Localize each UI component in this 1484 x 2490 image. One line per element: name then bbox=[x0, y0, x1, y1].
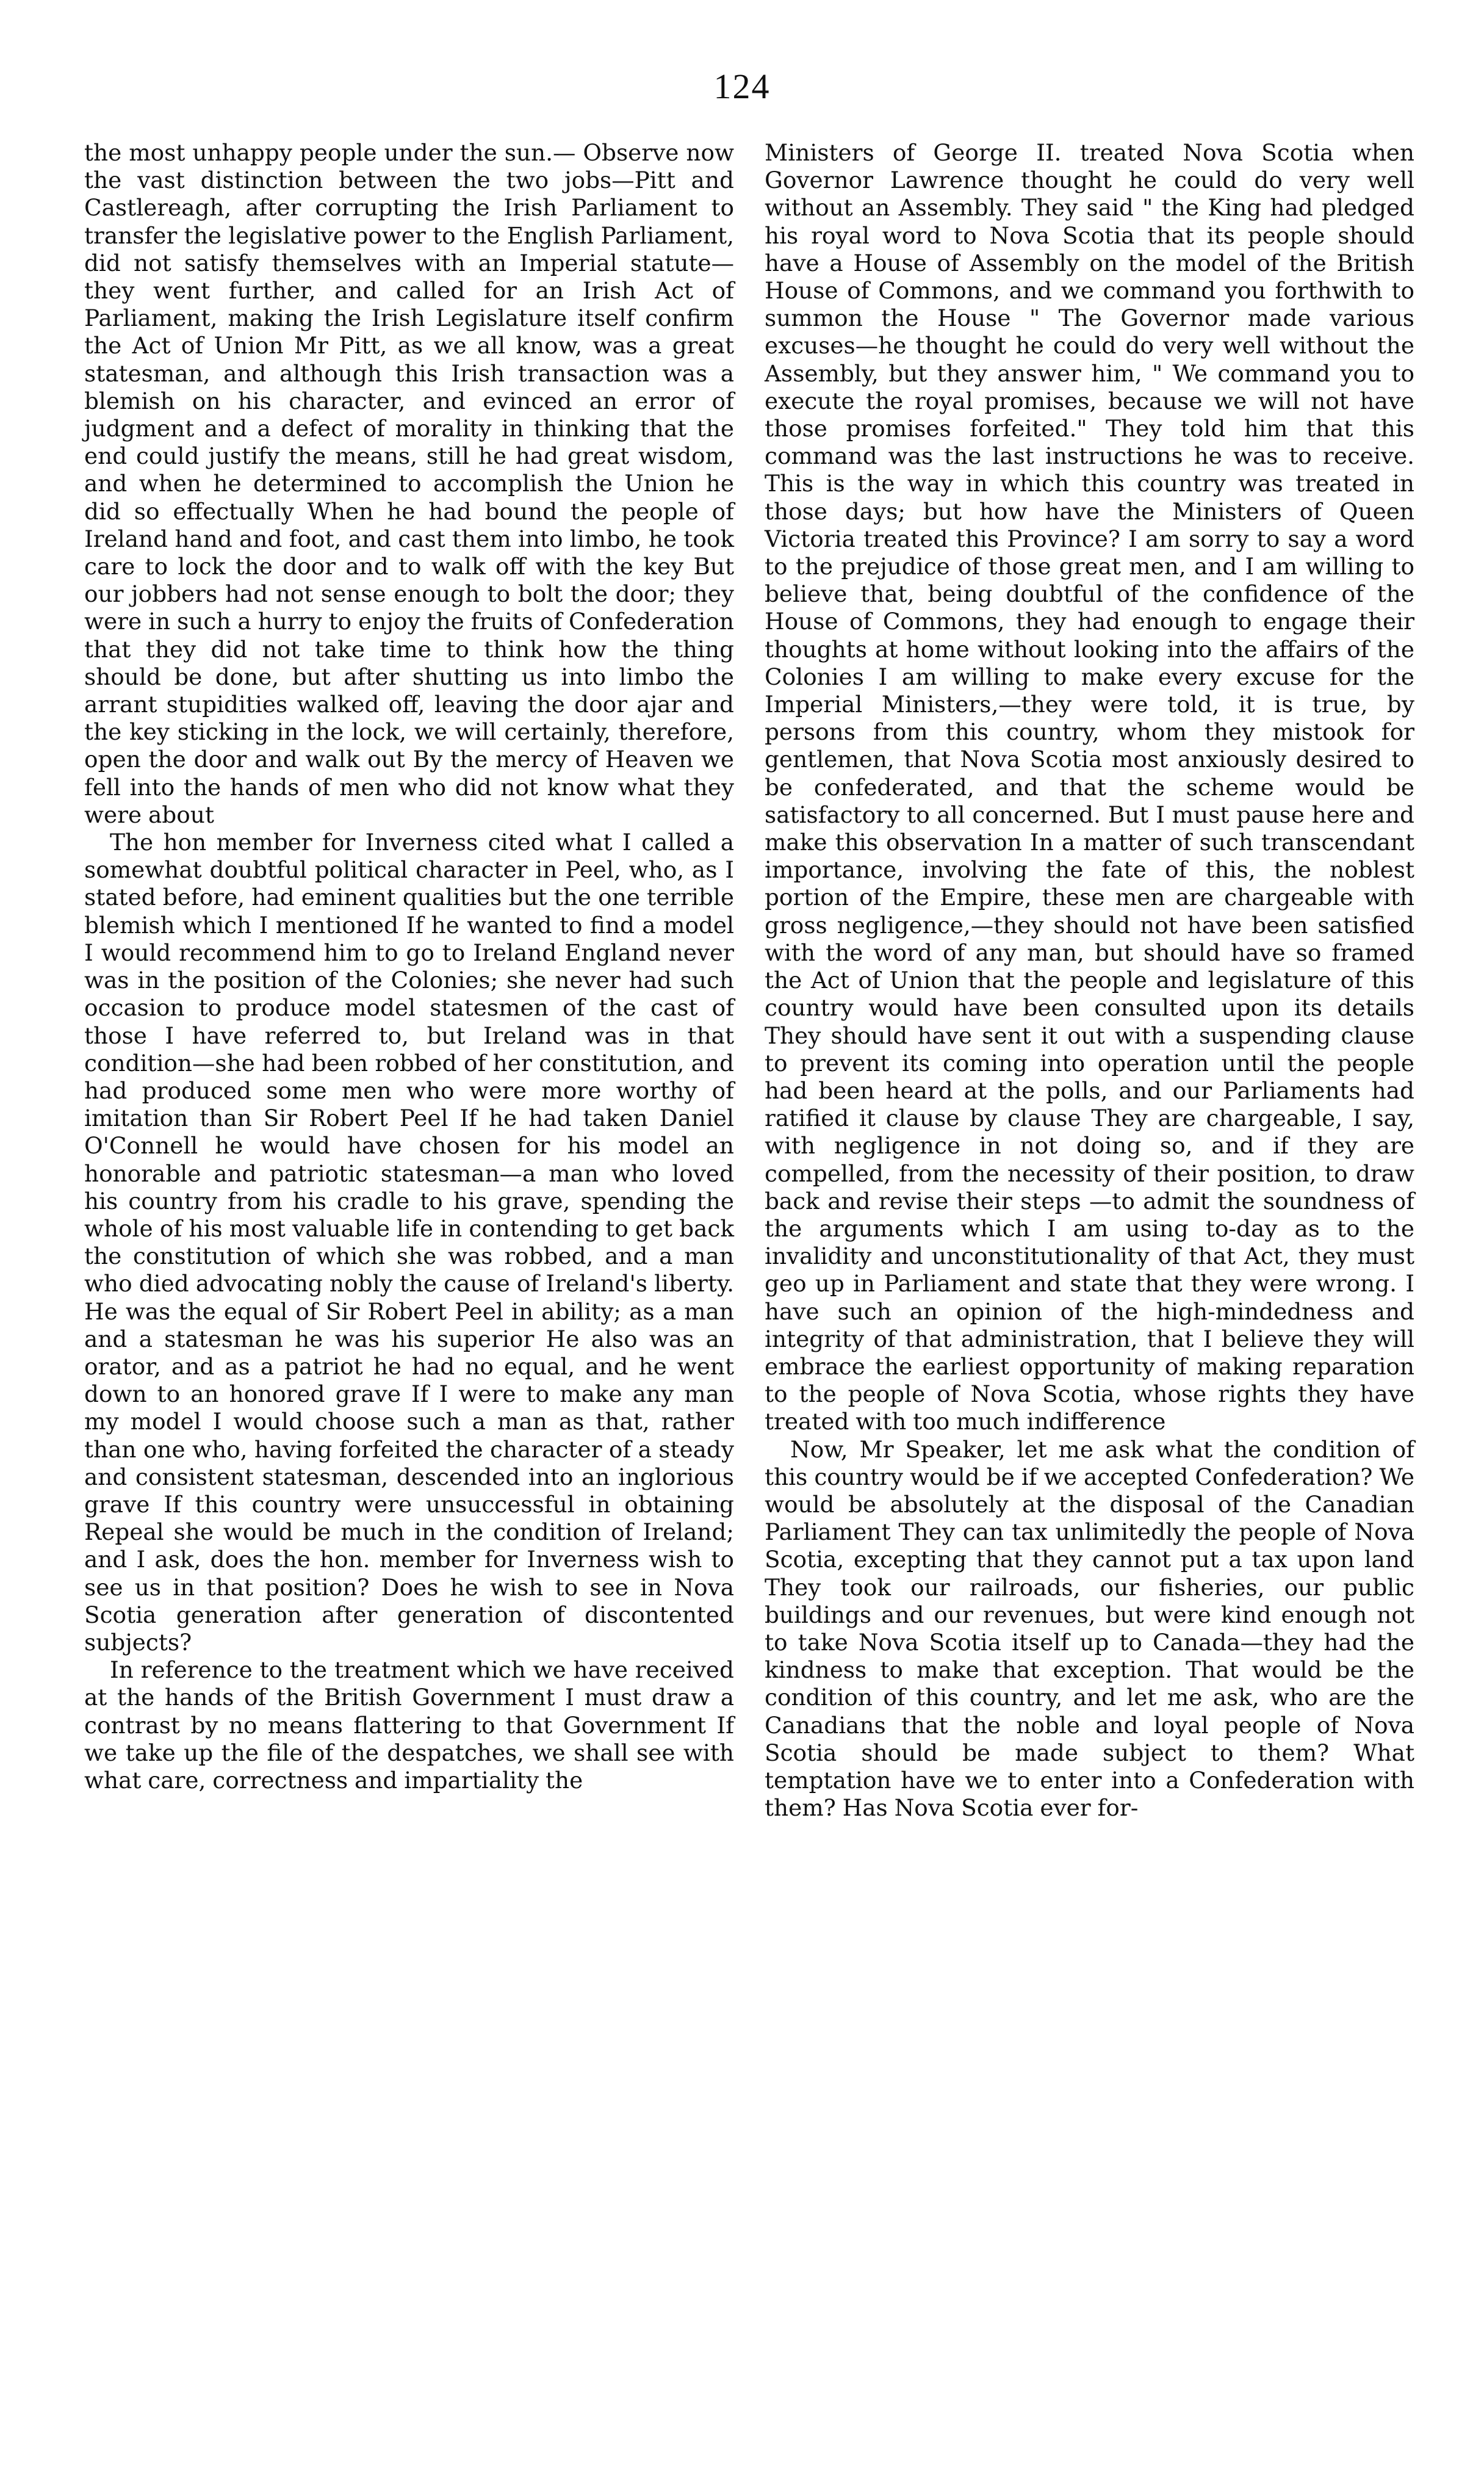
paragraph: The hon member for Inverness cited what I called a somewhat doubtful political character in Peel, who, as I stated before, had eminent qualities but the one terrible blemish which I mentioned If he wanted to find a model I would recommend him to go to Ireland England never was in the position of the Colonies; she never had such occasion to produce model statesmen of the cast of those I have referred to, but Ireland was in that condition—she had been robbed of her constitution, and had produced some men who were more worthy of imitation than Sir Robert Peel If he had taken Daniel O'Connell he would have chosen for his model an honorable and patriotic statesman—a man who loved his country from his cradle to his grave, spending the whole of his most valuable life in contending to get back the constitution of which she was robbed, and a man who died advocating nobly the cause of Ireland's liberty. He was the equal of Sir Robert Peel in ability; as a man and a statesman he was his superior He also was an orator, and as a patriot he had no equal, and he went down to an honored grave If I were to make any man my model I would choose such a man as that, rather than one who, having forfeited the character of a steady and consistent statesman, descended into an inglorious grave If this country were unsuccessful in obtaining Repeal she would be much in the condition of Ireland; and I ask, does the hon. member for Inverness wish to see us in that position? Does he wish to see in Nova Scotia generation after generation of discontented subjects? bbox=[84, 829, 734, 1656]
paragraph: Ministers of George II. treated Nova Scotia when Governor Lawrence thought he could do very well without an Assembly. They said " the King had pledged his royal word to Nova Scotia that its people should have a House of Assembly on the model of the British House of Commons, and we command you forthwith to summon the House " The Governor made various excuses—he thought he could do very well without the Assembly, but they answer him, " We command you to execute the royal promises, because we will not have those promises forfeited." They told him that this command was the last instructions he was to receive. This is the way in which this country was treated in those days; but how have the Ministers of Queen Victoria treated this Province? I am sorry to say a word to the prejudice of those great men, and I am willing to believe that, being doubtful of the confidence of the House of Commons, they had enough to engage their thoughts at home without looking into the affairs of the Colonies I am willing to make every excuse for the Imperial Ministers,—they were told, it is true, by persons from this country, whom they mistook for gentlemen, that Nova Scotia most anxiously desired to be confederated, and that the scheme would be satisfactory to all concerned. But I must pause here and make this observation In a matter of such transcendant importance, involving the fate of this, the noblest portion of the Empire, these men are chargeable with gross negligence,—they should not have been satisfied with the word of any man, but should have so framed the Act of Union that the people and legislature of this country would have been consulted upon its details They should have sent it out with a suspending clause to prevent its coming into operation until the people had been heard at the polls, and our Parliaments had ratified it clause by clause They are chargeable, I say, with negligence in not doing so, and if they are compelled, from the necessity of their position, to draw back and revise their steps —to admit the soundness of the arguments which I am using to-day as to the invalidity and unconstitutionality of that Act, they must geo up in Parliament and state that they were wrong. I have such an opinion of the high-mindedness and integrity of that administration, that I believe they will embrace the earliest opportunity of making reparation to the people of Nova Scotia, whose rights they have treated with too much indifference bbox=[765, 139, 1414, 1435]
page-number: 124 bbox=[713, 67, 771, 106]
paragraph: the most unhappy people under the sun.— Observe now the vast distinction between the two jobs—Pitt and Castlereagh, after corrupting the Irish Parliament to transfer the legislative power to the English Parliament, did not satisfy themselves with an Imperial statute—they went further, and called for an Irish Act of Parliament, making the Irish Legislature itself confirm the Act of Union Mr Pitt, as we all know, was a great statesman, and although this Irish transaction was a blemish on his character, and evinced an error of judgment and a defect of morality in thinking that the end could justify the means, still he had great wisdom, and when he determined to accomplish the Union he did so effectually When he had bound the people of Ireland hand and foot, and cast them into limbo, he took care to lock the door and to walk off with the key But our jobbers had not sense enough to bolt the door; they were in such a hurry to enjoy the fruits of Confederation that they did not take time to think how the thing should be done, but after shutting us into limbo the arrant stupidities walked off, leaving the door ajar and the key sticking in the lock, we will certainly, therefore, open the door and walk out By the mercy of Heaven we fell into the hands of men who did not know what they were about bbox=[84, 139, 734, 828]
right-column bbox=[765, 139, 1414, 2458]
left-column bbox=[84, 139, 734, 2458]
paragraph: In reference to the treatment which we have received at the hands of the British Government I must draw a contrast by no means flattering to that Government If we take up the file of the despatches, we shall see with what care, correctness and impartiality the bbox=[84, 1656, 734, 1794]
paragraph: Now, Mr Speaker, let me ask what the condition of this country would be if we accepted Confederation? We would be absolutely at the disposal of the Canadian Parliament They can tax unlimitedly the people of Nova Scotia, excepting that they cannot put a tax upon land They took our railroads, our fisheries, our public buildings and our revenues, but were kind enough not to take Nova Scotia itself up to Canada—they had the kindness to make that exception. That would be the condition of this country, and let me ask, who are the Canadians that the noble and loyal people of Nova Scotia should be made subject to them? What temptation have we to enter into a Confederation with them? Has Nova Scotia ever for- bbox=[765, 1435, 1414, 1822]
